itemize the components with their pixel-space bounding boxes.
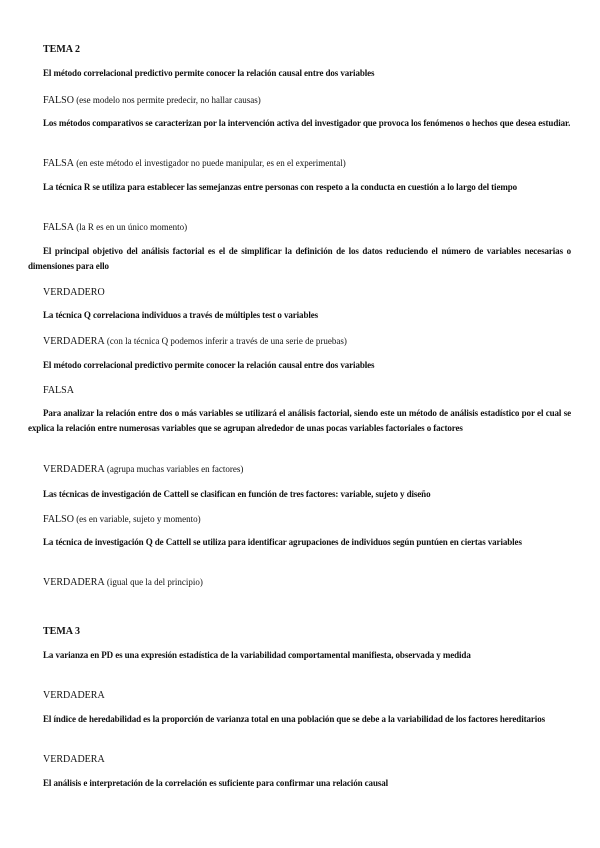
answer-text — [43, 94, 571, 107]
answer-verdict: VERDADERA — [43, 690, 105, 701]
answer-verdict: VERDADERO — [43, 287, 105, 298]
question-text: El método correlacional predictivo permite conocer la relación causal entre dos variables — [43, 68, 375, 78]
answer-text — [43, 753, 571, 766]
question-text: Los métodos comparativos se caracterizan por la intervención activa del investigador que provoca los fenómenos o hechos que desea estudiar. — [43, 118, 571, 128]
answer-verdict: VERDADERA — [43, 464, 105, 475]
answer-verdict: FALSO — [43, 95, 74, 106]
answer-explanation: (ese modelo nos permite predecir, no hallar causas) — [73, 95, 261, 105]
question-text: La técnica R se utiliza para establecer las semejanzas entre personas con respeto a la conducta en cuestión a lo largo del tiempo — [43, 182, 518, 192]
answer-explanation: (la R es en un único momento) — [73, 222, 188, 232]
answer-explanation: (igual que la del principio) — [104, 577, 203, 587]
question-text: El método correlacional predictivo permite conocer la relación causal entre dos variables — [43, 360, 375, 370]
answer-verdict: FALSA — [43, 222, 74, 233]
answer-text — [43, 384, 571, 397]
answer-explanation: (en este método el investigador no puede manipular, es en el experimental) — [73, 158, 346, 168]
answer-text — [43, 513, 571, 526]
answer-verdict: VERDADERA — [43, 336, 105, 347]
section-heading-tema-3: TEMA 3 — [43, 626, 80, 637]
answer-verdict: FALSO — [43, 514, 74, 525]
answer-text — [43, 689, 571, 702]
question-text: La técnica Q correlaciona individuos a través de múltiples test o variables — [43, 310, 319, 320]
answer-text — [43, 335, 571, 348]
answer-text — [43, 463, 571, 476]
answer-text — [43, 221, 571, 234]
question-text: Las técnicas de investigación de Cattell se clasifican en función de tres factores: variable, sujeto y diseño — [43, 489, 431, 499]
answer-explanation: (es en variable, sujeto y momento) — [73, 514, 201, 524]
answer-text — [43, 286, 571, 299]
question-text: El análisis e interpretación de la correlación es suficiente para confirmar una relación causal — [43, 778, 389, 788]
answer-explanation: (agrupa muchas variables en factores) — [104, 464, 244, 474]
question-text: El índice de heredabilidad es la proporción de varianza total en una población que se debe a la variabilidad de los factores hereditarios — [43, 714, 546, 724]
question-text: La varianza en PD es una expresión estadística de la variabilidad comportamental manifiesta, observada y medida — [43, 650, 471, 660]
answer-verdict: VERDADERA — [43, 577, 105, 588]
question-text: Para analizar la relación entre dos o más variables se utilizará el análisis factorial, siendo este un método de análisis estadístico por el cual se explica la relación entre numerosas variables que se agrupan alrededor de unas pocas variables factoriales o factores — [28, 408, 571, 433]
answer-verdict: FALSA — [43, 385, 74, 396]
section-heading-tema-2: TEMA 2 — [43, 44, 80, 55]
answer-verdict: FALSA — [43, 158, 74, 169]
question-text: El principal objetivo del análisis factorial es el de simplificar la definición de los datos reduciendo el número de variables necesarias o dimensiones para ello — [28, 246, 571, 271]
answer-verdict: VERDADERA — [43, 754, 105, 765]
question-text: La técnica de investigación Q de Cattell se utiliza para identificar agrupaciones de individuos según puntúen en ciertas variables — [43, 537, 522, 547]
answer-text — [43, 157, 571, 170]
answer-text — [43, 576, 571, 589]
answer-explanation: (con la técnica Q podemos inferir a través de una serie de pruebas) — [104, 336, 347, 346]
